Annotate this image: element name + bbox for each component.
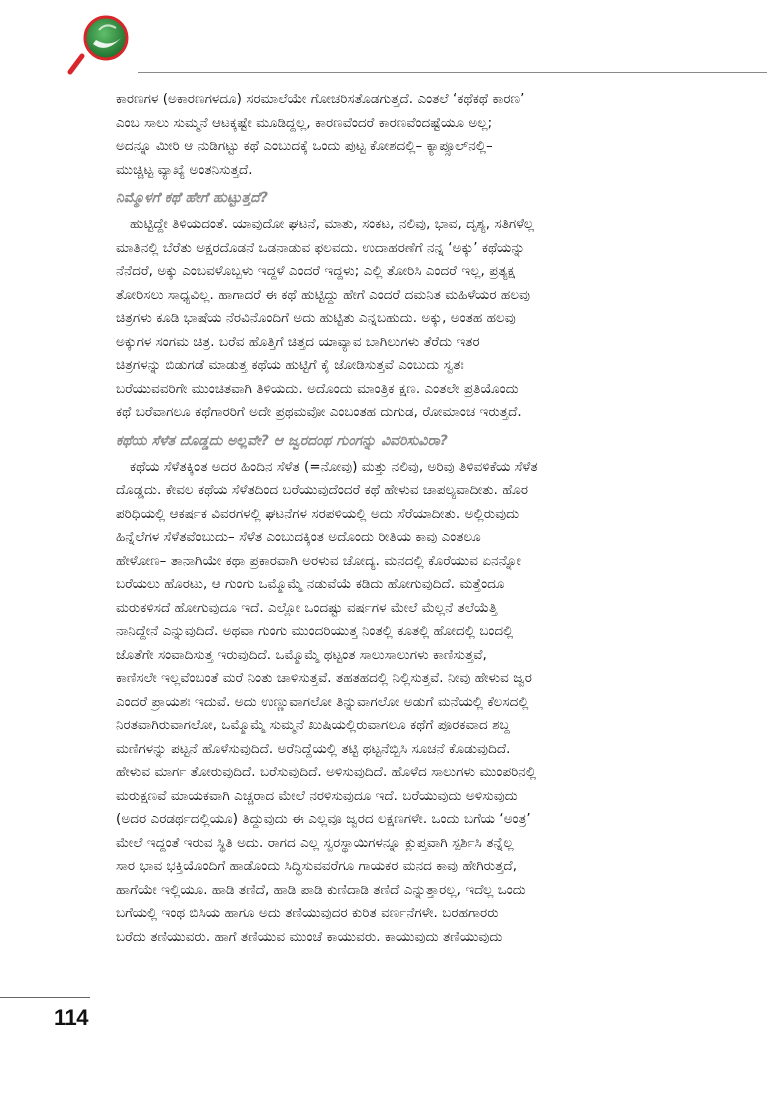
answer-paragraph: ಹುಟ್ಟಿದ್ದೇ ತಿಳಿಯದಂತೆ. ಯಾವುದೋ ಘಟನೆ, ಮಾತು, ಸಂಕಟ, ನಲಿವು, ಭಾವ, ದೃಶ್ಯ, ಸತಿಗಳೆಲ್ಲ ಮಾತಿನಲ್ಲಿ ಬೆರೆತು ಅಕ್ಷರದೊಡನೆ ಒಡನಾಡುವ ಫಲವದು. ಉದಾಹರಣೆಗೆ ನನ್ನ ‘ಅಕ್ಕು’ ಕಥೆಯನ್ನು ನೆನೆದರೆ, ಅಕ್ಕು ಎಂಬವಳೊಬ್ಬಳು ಇದ್ದಳೆ ಎಂದರೆ ಇದ್ದಳು; ಎಲ್ಲಿ ತೋರಿಸಿ ಎಂದರೆ ಇಲ್ಲ, ಪ್ರತ್ಯಕ್ಷ ತೋರಿಸಲು ಸಾಧ್ಯವಿಲ್ಲ. ಹಾಗಾದರೆ ಈ ಕಥೆ ಹುಟ್ಟಿದ್ದು ಹೇಗೆ ಎಂದರೆ ದಮನಿತ ಮಹಿಳೆಯರ ಹಲವು ಚಿತ್ರಗಳು ಕೂಡಿ ಭಾಷೆಯ ನೆರವಿನೊಂದಿಗೆ ಅದು ಹುಟ್ಟಿತು ಎನ್ನಬಹುದು. ಅಕ್ಕು, ಅಂತಹ ಹಲವು ಅಕ್ಕುಗಳ ಸಂಗಮ ಚಿತ್ರ. ಬರೆವ ಹೊತ್ತಿಗೆ ಚಿತ್ತದ ಯಾವ್ಯಾವ ಬಾಗಿಲುಗಳು ತೆರೆದು ಇತರ ಚಿತ್ರಗಳನ್ನು ಬಿಡುಗಡೆ ಮಾಡುತ್ತ ಕಥೆಯ ಹುಟ್ಟಿಗೆ ಕೈ ಜೋಡಿಸುತ್ತವೆ ಎಂಬುದು ಸ್ವತಃ ಬರೆಯುವವರಿಗೇ ಮುಂಚಿತವಾಗಿ ತಿಳಿಯದು. ಅದೊಂದು ಮಾಂತ್ರಿಕ ಕ್ಷಣ. ಎಂತಲೇ ಪ್ರತಿಯೊಂದು ಕಥೆ ಬರೆವಾಗಲೂ ಕಥೆಗಾರರಿಗೆ ಅದೇ ಪ್ರಥಮವೋ ಎಂಬಂತಹ ದುಗುಡ, ರೋಮಾಂಚ ಇರುತ್ತದೆ. (116, 217, 535, 420)
header-rule (138, 72, 767, 73)
magnifier-icon (66, 14, 144, 76)
paragraph-intro: ಕಾರಣಗಳ (ಅಕಾರಣಗಳದೂ) ಸರಮಾಲೆಯೇ ಗೋಚರಿಸತೊಡಗುತ್ತದೆ. ಎಂತಲೆ ‘ಕಥೆಕಥೆ ಕಾರಣ’ ಎಂಬ ಸಾಲು ಸುಮ್ಮನೆ ಆಟಕ್ಕಷ್ಟೇ ಮೂಡಿದ್ದಲ್ಲ, ಕಾರಣವೆಂದರೆ ಕಾರಣವೆಂದಷ್ಟೆಯೂ ಅಲ್ಲ; ಅದನ್ನೂ ಮೀರಿ ಆ ನುಡಿಗಟ್ಟು ಕಥೆ ಎಂಬುದಕ್ಕೆ ಒಂದು ಪುಟ್ಟ ಕೋಶದಲ್ಲಿ– ಕ್ಯಾಪ್ಸೂಲ್‌ನಲ್ಲಿ– ಮುಚ್ಚಿಟ್ಟ ವ್ಯಾಖ್ಯೆ ಅಂತನಿಸುತ್ತದೆ. (116, 92, 525, 178)
interview-question: ಕಥೆಯ ಸೆಳೆತ ದೊಡ್ಡದು ಅಲ್ಲವೇ? ಆ ಜ್ವರದಂಥ ಗುಂಗನ್ನು ವಿವರಿಸುವಿರಾ? (116, 432, 448, 449)
interview-question: ನಿಮ್ಮೊಳಗೆ ಕಥೆ ಹೇಗೆ ಹುಟ್ಟುತ್ತದೆ? (116, 190, 268, 206)
answer-paragraph: ಕಥೆಯ ಸೆಳೆತಕ್ಕಿಂತ ಅದರ ಹಿಂದಿನ ಸೆಳೆತ (=ನೋವು) ಮತ್ತು ನಲಿವು, ಅರಿವು ತಿಳಿವಳಿಕೆಯ ಸೆಳೆತ ದೊಡ್ಡದು. ಕೇವಲ ಕಥೆಯ ಸೆಳೆತದಿಂದ ಬರೆಯುವುದೆಂದರೆ ಕಥೆ ಹೇಳುವ ಚಾಪಲ್ಯವಾದೀತು. ಹೊರ ಪರಿಧಿಯಲ್ಲಿ ಆಕರ್ಷಕ ವಿವರಗಳಲ್ಲಿ ಘಟನೆಗಳ ಸರಪಳಿಯಲ್ಲಿ ಅದು ಸೆರೆಯಾದೀತು. ಅಲ್ಲಿರುವುದು ಹಿನ್ನೆಲೆಗಳ ಸೆಳೆತವೆಂಬುದು– ಸೆಳೆತ ಎಂಬುದಕ್ಕಿಂತ ಅದೊಂದು ರೀತಿಯ ಕಾವು ಎಂತಲೂ ಹೇಳೋಣ– ತಾನಾಗಿಯೇ ಕಥಾ ಪ್ರಕಾರವಾಗಿ ಅರಳುವ ಚೋದ್ಯ. ಮನದಲ್ಲಿ ಕೊರೆಯುವ ಏನನ್ನೋ ಬರೆಯಲು ಹೊರಟು, ಆ ಗುಂಗು ಒಮ್ಮೊಮ್ಮೆ ನಡುವೆಯೆ ಕಡಿದು ಹೋಗುವುದಿದೆ. ಮತ್ತೆಂದೂ ಮರುಕಳಿಸದೆ ಹೋಗುವುದೂ ಇದೆ. ಎಲ್ಲೋ ಒಂದಷ್ಟು ವರ್ಷಗಳ ಮೇಲೆ ಮೆಲ್ಲನೆ ತಲೆಯೆತ್ತಿ ನಾನಿದ್ದೇನೆ ಎನ್ನುವುದಿದೆ. ಅಥವಾ ಗುಂಗು ಮುಂದರಿಯುತ್ತ ನಿಂತಲ್ಲಿ ಕೂತಲ್ಲಿ ಹೋದಲ್ಲಿ ಬಂದಲ್ಲಿ ಜೊತೆಗೇ ಸಂವಾದಿಸುತ್ತ ಇರುವುದಿದೆ. ಒಮ್ಮೊಮ್ಮೆ ಥಟ್ಟಂತ ಸಾಲುಸಾಲುಗಳು ಕಾಣಿಸುತ್ತವೆ, ಕಾಣಿಸಲೇ ಇಲ್ಲವೆಂಬಂತೆ ಮರೆ ನಿಂತು ಚಾಳಿಸುತ್ತವೆ. ತಹತಹದಲ್ಲಿ ನಿಲ್ಲಿಸುತ್ತವೆ. ನೀವು ಹೇಳುವ ಜ್ವರ ಎಂದರೆ ಪ್ರಾಯಶಃ ಇದುವೆ. ಅದು ಉಣ್ಣುವಾಗಲೋ ತಿನ್ನುವಾಗಲೋ ಅಡುಗೆ ಮನೆಯಲ್ಲಿ ಕೆಲಸದಲ್ಲಿ ನಿರತವಾಗಿರುವಾಗಲೋ, ಒಮ್ಮೊಮ್ಮೆ ಸುಮ್ಮನೆ ಖುಷಿಯಲ್ಲಿರುವಾಗಲೂ ಕಥೆಗೆ ಪೂರಕವಾದ ಶಬ್ದ ಮಣಿಗಳನ್ನು ಪಟ್ಟನೆ ಹೊಳೆಸುವುದಿದೆ. ಅರೆನಿದ್ದೆಯಲ್ಲಿ ತಟ್ಟಿ ಥಟ್ಟನೆಬ್ಬಿಸಿ ಸೂಚನೆ ಕೊಡುವುದಿದೆ. ಹೇಳುವ ಮಾರ್ಗ ತೋರುವುದಿದೆ. ಬರೆಸುವುದಿದೆ. ಅಳಿಸುವುದಿದೆ. ಹೊಳೆದ ಸಾಲುಗಳು ಮುಂಪರಿನಲ್ಲಿ ಮರುಕ್ಷಣವೆ ಮಾಯಕವಾಗಿ ಎಚ್ಚರಾದ ಮೇಲೆ ನರಳಿಸುವುದೂ ಇದೆ. ಬರೆಯುವುದು ಅಳಿಸುವುದು (ಅದರ ಎರಡರ್ಥದಲ್ಲಿಯೂ) ತಿದ್ದುವುದು ಈ ಎಲ್ಲವೂ ಜ್ವರದ ಲಕ್ಷಣಗಳೇ. ಒಂದು ಬಗೆಯ ‘ಅಂತ್ರ’ ಮೇಲೆ ಇದ್ದಂತೆ ಇರುವ ಸ್ಥಿತಿ ಅದು. ರಾಗದ ಎಲ್ಲ ಸ್ವರಸ್ಥಾಯಿಗಳನ್ನೂ ಕ್ಲುಪ್ತವಾಗಿ ಸ್ಪರ್ಶಿಸಿ ತನ್ನೆಲ್ಲ ಸಾರ ಭಾವ ಭಕ್ತಿಯೊಂದಿಗೆ ಹಾಡೊಂದು ಸಿದ್ಧಿಸುವವರೆಗೂ ಗಾಯಕರ ಮನದ ಕಾವು ಹೇಗಿರುತ್ತದೆ, ಹಾಗೆಯೇ ಇಲ್ಲಿಯೂ. ಹಾಡಿ ತಣಿದೆ, ಹಾಡಿ ಪಾಡಿ ಕುಣಿದಾಡಿ ತಣಿದೆ ಎನ್ನುತ್ತಾರಲ್ಲ, ಇದೆಲ್ಲ ಒಂದು ಬಗೆಯಲ್ಲಿ ಇಂಥ ಬಿಸಿಯ ಹಾಗೂ ಅದು ತಣಿಯುವುದರ ಕುರಿತ ವರ್ಣನೆಗಳೇ. ಬರಹಗಾರರು ಬರೆದು ತಣಿಯುವರು. ಹಾಗೆ ತಣಿಯುವ ಮುಂಚೆ ಕಾಯುವರು. ಕಾಯುವುದು ತಣಿಯುವುದು (116, 459, 538, 945)
article-body (116, 88, 716, 949)
footer-rule (0, 997, 90, 998)
page-number: 114 (54, 1005, 88, 1030)
